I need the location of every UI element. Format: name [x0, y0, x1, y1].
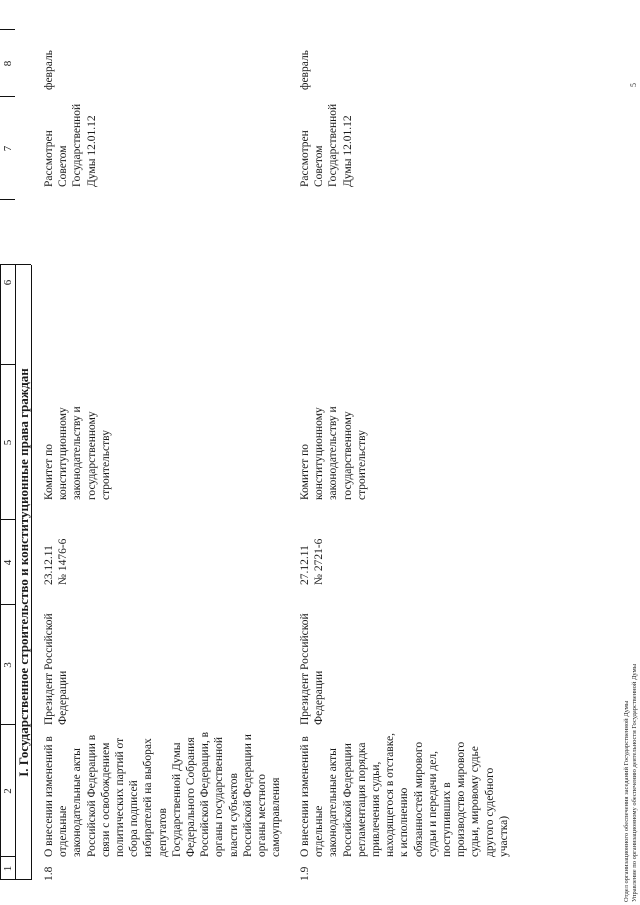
footer-directorate: Управление по организационному обеспечению деятельности Государственной Думы — [631, 663, 638, 902]
bill-title: О внесении изменений в отдельные законодательные акты Российской Федерации регламентация порядка привлечения судьи, находящегося в отставке, к исполнению обязанностей мирового судьи и передачи дел, поступивших в производство мирового судьи, мировому судье другого судебного участка) — [299, 733, 510, 857]
bill-title: О внесении изменений в отдельные законодательные акты Российской Федерации в связи с освобождением политических партий от сбора подписей избирателей на выборах депутатов Государственной Думы Федерального Собрания Российской Федерации, в органы государственной власти субъектов Российской Федерации и органы местного самоуправления — [43, 731, 283, 857]
row-number: 1.8 — [43, 866, 55, 881]
column-number-2: 2 — [2, 788, 14, 794]
section-row-divider — [31, 265, 32, 880]
page-number: 5 — [629, 83, 638, 87]
planned-month: февраль — [43, 50, 55, 90]
section-title: I. Государственное строительство и конституционные права граждан — [16, 368, 31, 777]
responsible-committee: Комитет по конституционному законодательству и государственному строительству — [43, 406, 112, 500]
column-number-4: 4 — [2, 559, 14, 566]
column-number-6: 6 — [2, 279, 14, 286]
footer-department: Отдел организационного обеспечения заседаний Государственной Думы — [623, 700, 630, 902]
column-number-7: 7 — [2, 145, 14, 152]
initiator: Президент Российской Федерации — [299, 613, 326, 725]
column-number-3: 3 — [2, 662, 14, 668]
consideration-status: Рассмотрен Советом Государственной Думы 12.01.12 — [43, 103, 98, 187]
registration-date-number: 27.12.11 № 2721-6 — [299, 538, 326, 585]
column-number-8: 8 — [2, 60, 14, 67]
column-number-1: 1 — [2, 865, 14, 872]
row-number: 1.9 — [299, 866, 311, 881]
planned-month: февраль — [299, 50, 311, 90]
column-number-5: 5 — [2, 439, 14, 446]
consideration-status: Рассмотрен Советом Государственной Думы 12.01.12 — [299, 103, 354, 187]
registration-date-number: 23.12.11 № 1476-6 — [43, 538, 70, 585]
responsible-committee: Комитет по конституционному законодательству и государственному строительству — [299, 406, 368, 500]
initiator: Президент Российской Федерации — [43, 613, 70, 725]
